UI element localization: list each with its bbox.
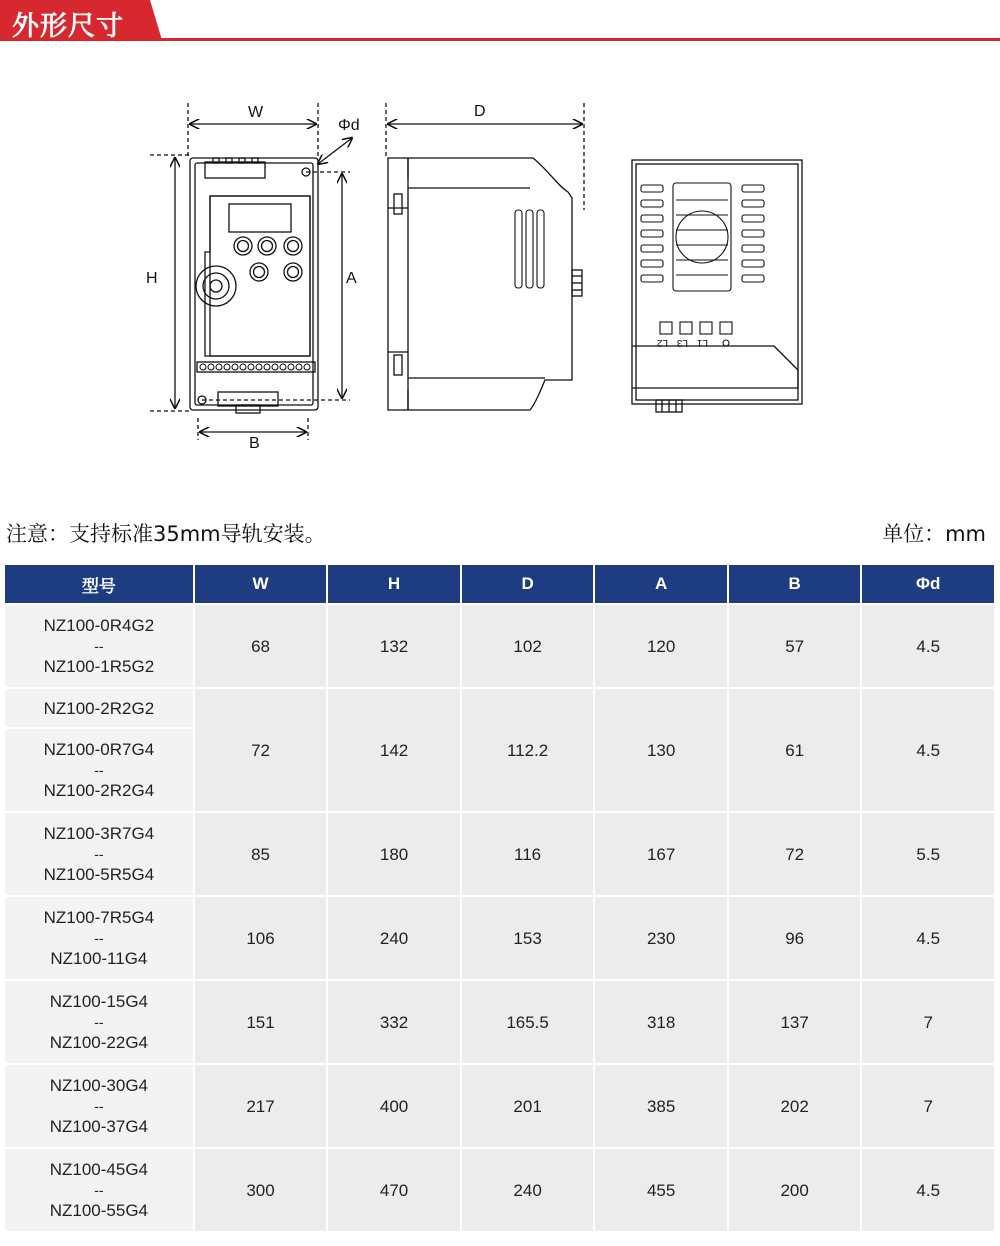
value-a: 230 (595, 897, 727, 979)
label-d: D (474, 103, 486, 120)
value-a: 120 (595, 605, 727, 687)
front-view (150, 103, 352, 440)
table-row (5, 981, 994, 1063)
model-cell (5, 813, 193, 895)
model-from: NZ100-15G4 (49, 992, 149, 1011)
model-from: NZ100-0R4G2 (43, 616, 155, 635)
model-cell (5, 605, 193, 687)
table-row (5, 1065, 994, 1147)
value-a: 130 (595, 689, 727, 811)
label-h: H (146, 270, 158, 287)
model-to: NZ100-37G4 (49, 1117, 149, 1136)
model-cell (5, 897, 193, 979)
value-phi-d: 4.5 (862, 897, 994, 979)
value-h: 142 (328, 689, 460, 811)
value-w: 72 (195, 689, 327, 811)
dimension-diagram (0, 0, 1000, 470)
value-d: 201 (462, 1065, 594, 1147)
header-d: D (462, 565, 594, 603)
header-phi-d: Φd (862, 565, 994, 603)
value-d: 112.2 (462, 689, 594, 811)
model-from: NZ100-0R7G4 (43, 740, 155, 759)
header-model: 型号 (5, 565, 193, 603)
model-cell (5, 1149, 193, 1231)
label-l3: L3 (676, 337, 688, 348)
value-phi-d: 4.5 (862, 605, 994, 687)
value-d: 240 (462, 1149, 594, 1231)
value-phi-d: 7 (862, 981, 994, 1063)
model-from: NZ100-45G4 (49, 1160, 149, 1179)
model-separator: -- (94, 930, 104, 946)
model-separator: -- (94, 1098, 104, 1114)
table-row (5, 1149, 994, 1231)
model-cell (5, 729, 193, 811)
unit-label: 单位：mm (882, 522, 986, 546)
label-a: A (346, 270, 357, 287)
model-cell: NZ100-2R2G2 (5, 689, 193, 727)
model-to: NZ100-22G4 (49, 1033, 149, 1052)
label-l2: L2 (656, 337, 668, 348)
value-phi-d: 4.5 (862, 689, 994, 811)
value-a: 385 (595, 1065, 727, 1147)
model-to: NZ100-55G4 (49, 1201, 149, 1220)
section-title: 外形尺寸 (12, 11, 124, 42)
table-row (5, 813, 994, 895)
table-row (5, 897, 994, 979)
value-h: 400 (328, 1065, 460, 1147)
value-h: 470 (328, 1149, 460, 1231)
model-separator: -- (94, 638, 104, 654)
model-to: NZ100-5R5G4 (43, 865, 155, 884)
table-row (5, 605, 994, 687)
table-row (5, 689, 994, 727)
value-w: 68 (195, 605, 327, 687)
header-w: W (195, 565, 327, 603)
bottom-view (632, 160, 802, 412)
value-h: 180 (328, 813, 460, 895)
value-b: 96 (729, 897, 861, 979)
header-b: B (729, 565, 861, 603)
header-a: A (595, 565, 727, 603)
value-b: 72 (729, 813, 861, 895)
value-d: 102 (462, 605, 594, 687)
model-to: NZ100-2R2G4 (43, 781, 155, 800)
model-cell (5, 981, 193, 1063)
value-phi-d: 7 (862, 1065, 994, 1147)
value-a: 167 (595, 813, 727, 895)
model-separator: -- (94, 1014, 104, 1030)
side-view (386, 103, 584, 410)
label-w: W (248, 104, 264, 121)
value-h: 132 (328, 605, 460, 687)
model-from: NZ100-3R7G4 (43, 824, 155, 843)
value-a: 318 (595, 981, 727, 1063)
mounting-note: 注意：支持标准35mm导轨安装。 (6, 522, 326, 546)
value-b: 61 (729, 689, 861, 811)
value-w: 85 (195, 813, 327, 895)
value-b: 202 (729, 1065, 861, 1147)
model-cell (5, 1065, 193, 1147)
header-h: H (328, 565, 460, 603)
value-b: 137 (729, 981, 861, 1063)
value-b: 200 (729, 1149, 861, 1231)
value-h: 332 (328, 981, 460, 1063)
table-header-row (5, 565, 994, 603)
value-d: 153 (462, 897, 594, 979)
label-phi-d: Φd (338, 117, 360, 134)
model-separator: -- (94, 846, 104, 862)
value-phi-d: 5.5 (862, 813, 994, 895)
value-a: 455 (595, 1149, 727, 1231)
label-b: B (249, 435, 260, 452)
model-to: NZ100-11G4 (50, 949, 148, 968)
value-w: 151 (195, 981, 327, 1063)
value-w: 300 (195, 1149, 327, 1231)
model-from: NZ100-30G4 (49, 1076, 149, 1095)
value-phi-d: 4.5 (862, 1149, 994, 1231)
model-separator: -- (94, 762, 104, 778)
value-w: 217 (195, 1065, 327, 1147)
model-from: NZ100-7R5G4 (43, 908, 155, 927)
model-to: NZ100-1R5G2 (43, 657, 155, 676)
value-b: 57 (729, 605, 861, 687)
value-d: 165.5 (462, 981, 594, 1063)
label-l1: L1 (696, 337, 708, 348)
value-d: 116 (462, 813, 594, 895)
value-w: 106 (195, 897, 327, 979)
model-separator: -- (94, 1182, 104, 1198)
value-h: 240 (328, 897, 460, 979)
dimension-table (3, 563, 996, 1233)
